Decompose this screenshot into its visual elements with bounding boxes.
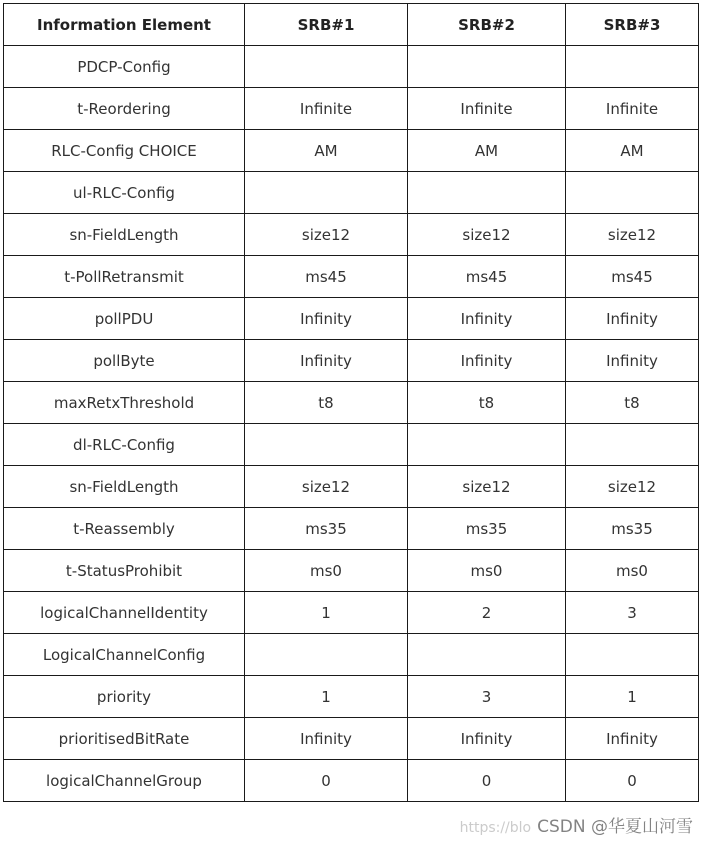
srb1-value-cell bbox=[245, 634, 408, 676]
srb3-value-cell: Infinity bbox=[566, 298, 699, 340]
srb1-value-cell: Infinity bbox=[245, 340, 408, 382]
srb3-value-cell: Infinity bbox=[566, 340, 699, 382]
srb3-value-cell bbox=[566, 424, 699, 466]
srb3-value-cell: ms0 bbox=[566, 550, 699, 592]
header-srb1: SRB#1 bbox=[245, 4, 408, 46]
table-row bbox=[4, 634, 699, 676]
table-body bbox=[4, 46, 699, 802]
element-name-cell: logicalChannelIdentity bbox=[4, 592, 245, 634]
srb1-value-cell: 0 bbox=[245, 760, 408, 802]
srb3-value-cell bbox=[566, 172, 699, 214]
srb3-value-cell: Infinity bbox=[566, 718, 699, 760]
srb1-value-cell: Infinite bbox=[245, 88, 408, 130]
srb1-value-cell: 1 bbox=[245, 592, 408, 634]
header-information-element: Information Element bbox=[4, 4, 245, 46]
srb3-value-cell: 1 bbox=[566, 676, 699, 718]
srb1-value-cell bbox=[245, 424, 408, 466]
header-srb2: SRB#2 bbox=[408, 4, 566, 46]
header-srb3: SRB#3 bbox=[566, 4, 699, 46]
table-row bbox=[4, 718, 699, 760]
srb3-value-cell: ms35 bbox=[566, 508, 699, 550]
element-name-cell: maxRetxThreshold bbox=[4, 382, 245, 424]
srb2-value-cell: 0 bbox=[408, 760, 566, 802]
srb2-value-cell: ms45 bbox=[408, 256, 566, 298]
srb3-value-cell bbox=[566, 634, 699, 676]
table-row bbox=[4, 256, 699, 298]
srb1-value-cell bbox=[245, 172, 408, 214]
element-name-cell: dl-RLC-Config bbox=[4, 424, 245, 466]
srb1-value-cell: ms45 bbox=[245, 256, 408, 298]
srb2-value-cell: size12 bbox=[408, 214, 566, 256]
table-header-row bbox=[4, 4, 699, 46]
table-row bbox=[4, 172, 699, 214]
table-row bbox=[4, 298, 699, 340]
table-row bbox=[4, 340, 699, 382]
element-name-cell: sn-FieldLength bbox=[4, 466, 245, 508]
srb2-value-cell: size12 bbox=[408, 466, 566, 508]
element-name-cell: t-PollRetransmit bbox=[4, 256, 245, 298]
srb1-value-cell: Infinity bbox=[245, 298, 408, 340]
srb2-value-cell: 3 bbox=[408, 676, 566, 718]
srb3-value-cell bbox=[566, 46, 699, 88]
srb-config-table bbox=[3, 3, 699, 802]
srb1-value-cell: ms35 bbox=[245, 508, 408, 550]
table-row bbox=[4, 214, 699, 256]
table-row bbox=[4, 550, 699, 592]
element-name-cell: RLC-Config CHOICE bbox=[4, 130, 245, 172]
watermark-url: https://blo bbox=[459, 820, 532, 836]
element-name-cell: t-Reordering bbox=[4, 88, 245, 130]
srb2-value-cell bbox=[408, 634, 566, 676]
srb1-value-cell: Infinity bbox=[245, 718, 408, 760]
srb2-value-cell: ms35 bbox=[408, 508, 566, 550]
srb3-value-cell: size12 bbox=[566, 466, 699, 508]
srb2-value-cell bbox=[408, 424, 566, 466]
srb1-value-cell: ms0 bbox=[245, 550, 408, 592]
table-row bbox=[4, 46, 699, 88]
srb1-value-cell: size12 bbox=[245, 466, 408, 508]
srb3-value-cell: ms45 bbox=[566, 256, 699, 298]
srb2-value-cell: 2 bbox=[408, 592, 566, 634]
srb1-value-cell: t8 bbox=[245, 382, 408, 424]
element-name-cell: t-StatusProhibit bbox=[4, 550, 245, 592]
srb3-value-cell: size12 bbox=[566, 214, 699, 256]
srb1-value-cell: AM bbox=[245, 130, 408, 172]
element-name-cell: LogicalChannelConfig bbox=[4, 634, 245, 676]
srb1-value-cell: 1 bbox=[245, 676, 408, 718]
srb2-value-cell: Infinite bbox=[408, 88, 566, 130]
element-name-cell: PDCP-Config bbox=[4, 46, 245, 88]
srb2-value-cell: Infinity bbox=[408, 298, 566, 340]
element-name-cell: pollPDU bbox=[4, 298, 245, 340]
srb2-value-cell: ms0 bbox=[408, 550, 566, 592]
table-row bbox=[4, 676, 699, 718]
table-row bbox=[4, 466, 699, 508]
srb-config-table-container bbox=[3, 3, 699, 802]
element-name-cell: pollByte bbox=[4, 340, 245, 382]
table-row bbox=[4, 424, 699, 466]
element-name-cell: sn-FieldLength bbox=[4, 214, 245, 256]
watermark bbox=[460, 812, 693, 837]
element-name-cell: t-Reassembly bbox=[4, 508, 245, 550]
srb3-value-cell: 3 bbox=[566, 592, 699, 634]
element-name-cell: logicalChannelGroup bbox=[4, 760, 245, 802]
srb3-value-cell: AM bbox=[566, 130, 699, 172]
srb2-value-cell: Infinity bbox=[408, 340, 566, 382]
table-row bbox=[4, 592, 699, 634]
table-row bbox=[4, 382, 699, 424]
srb2-value-cell: t8 bbox=[408, 382, 566, 424]
element-name-cell: priority bbox=[4, 676, 245, 718]
srb3-value-cell: 0 bbox=[566, 760, 699, 802]
element-name-cell: ul-RLC-Config bbox=[4, 172, 245, 214]
srb3-value-cell: Infinite bbox=[566, 88, 699, 130]
table-row bbox=[4, 508, 699, 550]
table-row bbox=[4, 760, 699, 802]
table-row bbox=[4, 88, 699, 130]
watermark-text: CSDN @华夏山河雪 bbox=[537, 817, 693, 837]
srb2-value-cell bbox=[408, 172, 566, 214]
srb1-value-cell bbox=[245, 46, 408, 88]
srb3-value-cell: t8 bbox=[566, 382, 699, 424]
srb2-value-cell bbox=[408, 46, 566, 88]
srb2-value-cell: Infinity bbox=[408, 718, 566, 760]
srb2-value-cell: AM bbox=[408, 130, 566, 172]
srb1-value-cell: size12 bbox=[245, 214, 408, 256]
element-name-cell: prioritisedBitRate bbox=[4, 718, 245, 760]
table-row bbox=[4, 130, 699, 172]
